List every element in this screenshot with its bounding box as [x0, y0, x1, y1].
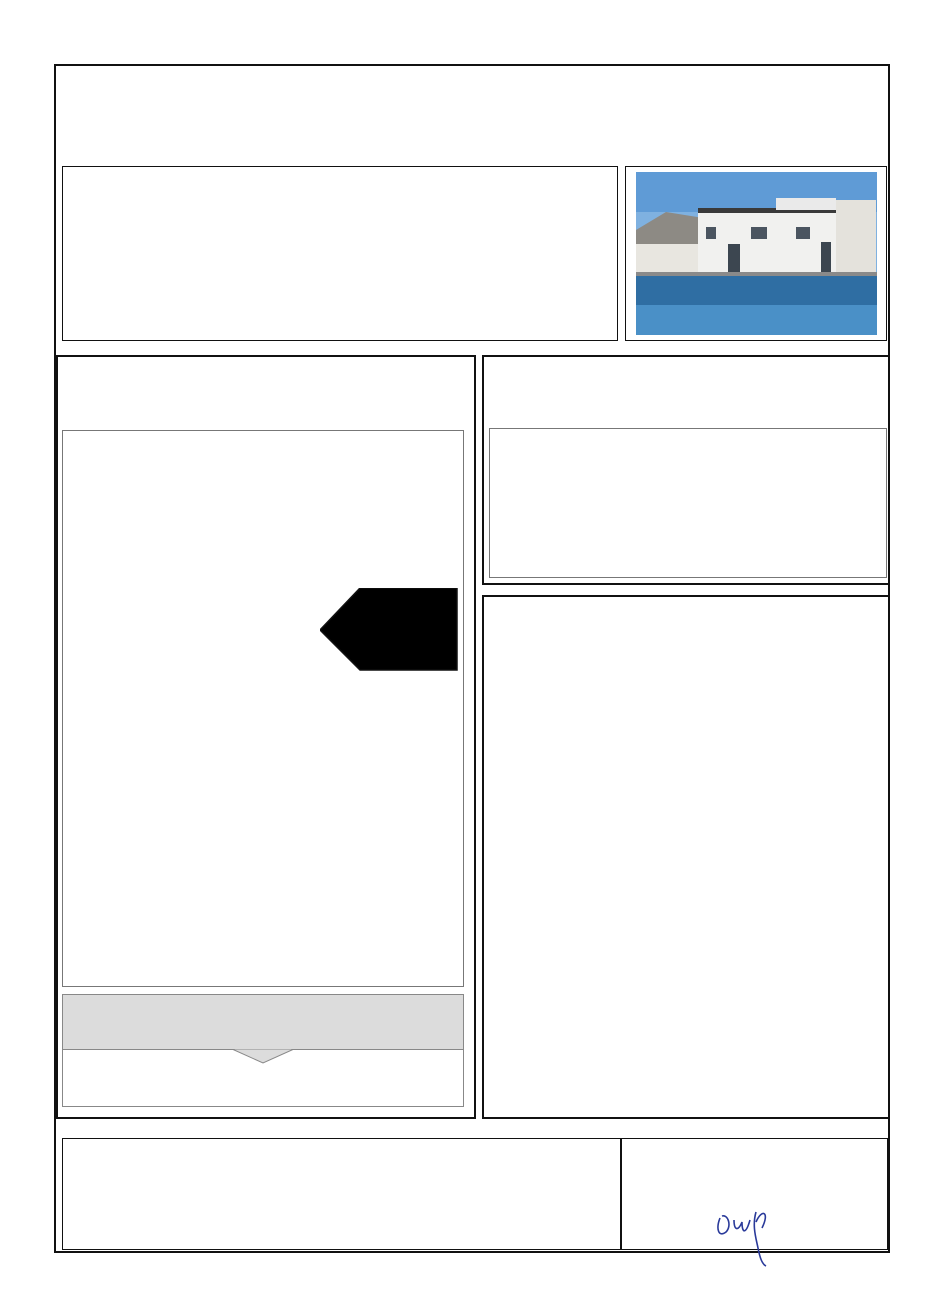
- result-arrow: [320, 588, 460, 672]
- footer-divider: [620, 1138, 622, 1250]
- indicators-box: [482, 595, 890, 1119]
- requirement-header: [62, 994, 464, 1050]
- legend-okoli: [494, 457, 503, 468]
- legend-swatch-elektrina: [494, 441, 502, 449]
- building-info-box: [62, 166, 618, 341]
- legend-swatch-okoli: [494, 458, 502, 466]
- classes-panel: [62, 430, 464, 987]
- requirement-body: [62, 1049, 464, 1107]
- signature: [712, 1198, 782, 1268]
- building-photo: [636, 172, 877, 335]
- pie-chart: [747, 437, 881, 571]
- legend-elektrina: [494, 440, 503, 451]
